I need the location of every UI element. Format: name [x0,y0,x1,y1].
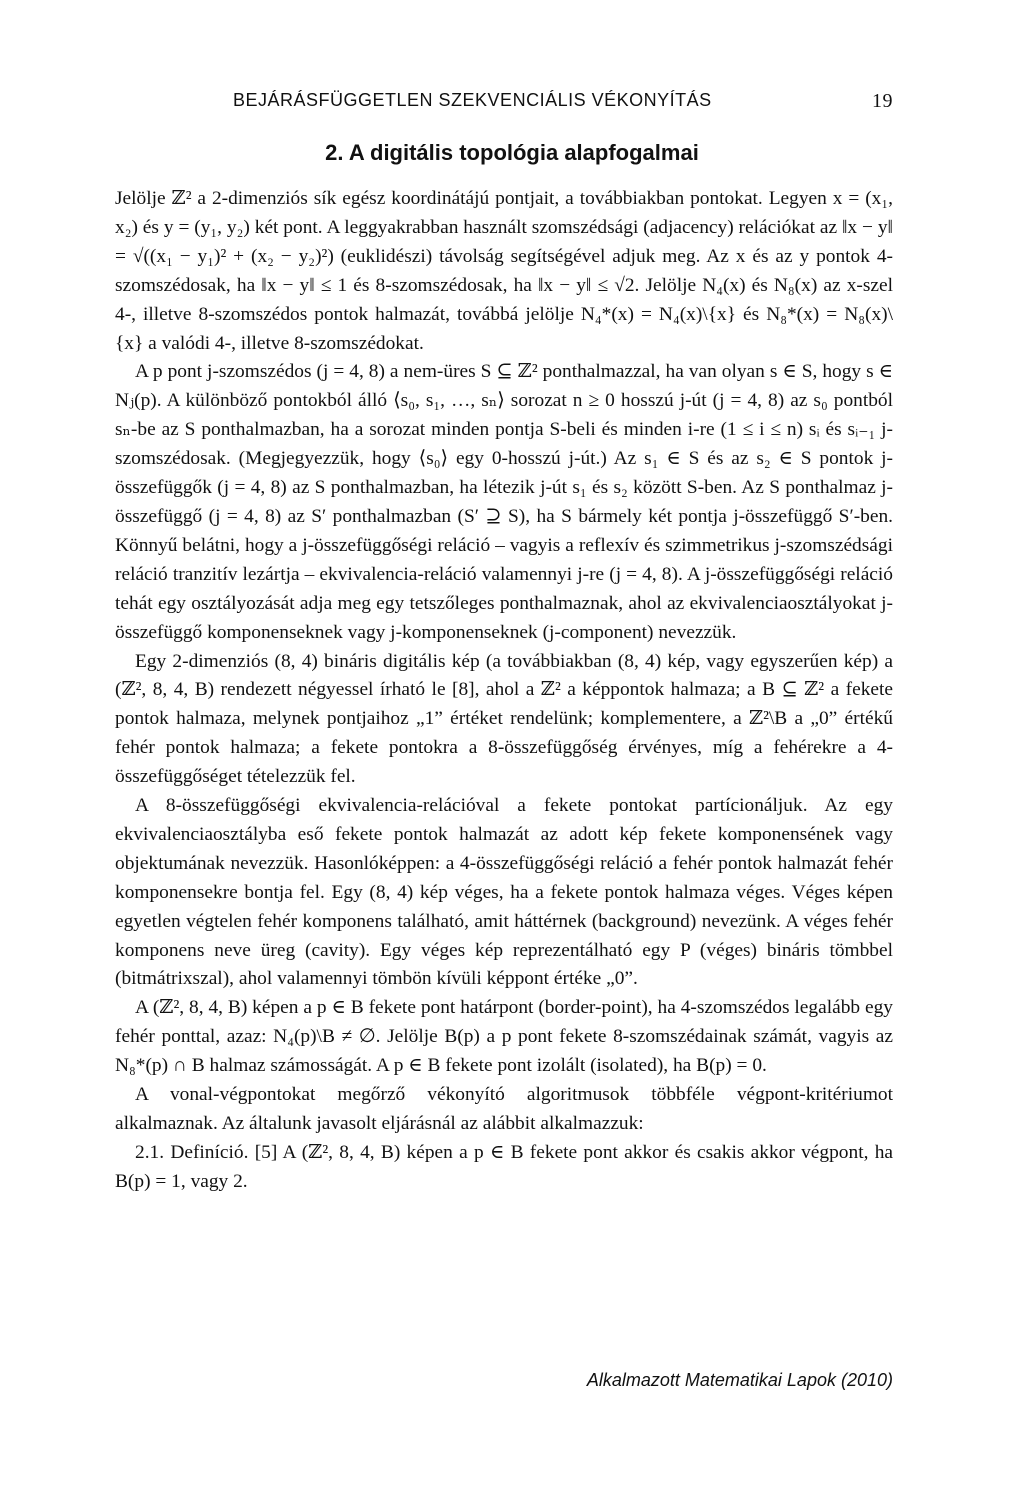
journal-footer: Alkalmazott Matematikai Lapok (2010) [586,1370,893,1390]
section-title: 2. A digitális topológia alapfogalmai [325,140,699,165]
definition-2-1: 2.1. Definíció. [5] A (ℤ², 8, 4, B) képen a p ∈ B fekete pont akkor és csakis akkor végpont, ha B(p) = 1, vagy 2. [115,1141,893,1192]
paragraph-3: Egy 2-dimenziós (8, 4) bináris digitális kép (a továbbiakban (8, 4) kép, vagy egyszerűen kép) a (ℤ², 8, 4, B) rendezett négyessel írható le [8], ahol a ℤ² a képpontok halmaza; a B ⊆ ℤ² a fekete pontok halmaza, melynek pontjaihoz „1” értéket rendelünk; komplementere, a ℤ²\B a „0” értékű fehér pontok halmaza; a fekete pontokra a 8-összefüggőség érvényes, míg a fehérekre a 4-összefüggőséget tételezzük fel. [115,650,893,788]
paragraph-5: A (ℤ², 8, 4, B) képen a p ∈ B fekete pont határpont (border-point), ha 4-szomszédos legalább egy fehér ponttal, azaz: N₄(p)\B ≠ ∅. Jelölje B(p) a p pont fekete 8-szomszédainak számát, vagyis az N₈*(p) ∩ B halmaz számosságát. A p ∈ B fekete pont izolált (isolated), ha B(p) = 0. [115,997,893,1077]
paragraph-1: Jelölje ℤ² a 2-dimenziós sík egész koordinátájú pontjait, a továbbiakban pontokat. Legyen x = (x₁, x₂) és y = (y₁, y₂) két pont. A leggyakrabban használt szomszédsági (adjacency) relációkat az ‖x − y‖ = √((x₁ − y₁)² + (x₂ − y₂)²) (euklidészi) távolság segítségével adjuk meg. Az x és az y pontok 4-szomszédosak, ha ‖x − y‖ ≤ 1 és 8-szomszédosak, ha ‖x − y‖ ≤ √2. Jelölje N₄(x) és N₈(x) az x-szel 4-, illetve 8-szomszédos pontok halmazát, továbbá jelölje N₄*(x) = N₄(x)\{x} és N₈*(x) = N₈(x)\{x} a valódi 4-, illetve 8-szomszédokat. [115,188,893,354]
page-number: 19 [872,90,893,112]
body-text [115,185,893,1197]
running-title: BEJÁRÁSFÜGGETLEN SZEKVENCIÁLIS VÉKONYÍTÁS [233,90,712,110]
paragraph-6: A vonal-végpontokat megőrző vékonyító algoritmusok többféle végpont-kritériumot alkalmaznak. Az általunk javasolt eljárásnál az alábbit alkalmazzuk: [115,1084,893,1134]
paragraph-4: A 8-összefüggőségi ekvivalencia-relációval a fekete pontokat partícionáljuk. Az egy ekvivalenciaosztályba eső fekete pontok halmazát az adott kép fekete komponensének vagy objektumának nevezzük. Hasonlóképpen: a 4-összefüggőségi reláció a fehér pontok halmazát fehér komponensekre bontja fel. Egy (8, 4) kép véges, ha a fekete pontok halmaza véges. Véges képen egyetlen végtelen fehér komponens található, amit háttérnek (background) nevezünk. A véges fehér komponens neve üreg (cavity). Egy véges kép reprezentálható egy P (véges) bináris tömbbel (bitmátrixszal), ahol valamennyi tömbön kívüli képpont értéke „0”. [115,795,893,990]
paragraph-2: A p pont j-szomszédos (j = 4, 8) a nem-üres S ⊆ ℤ² ponthalmazzal, ha van olyan s ∈ S, hogy s ∈ Nⱼ(p). A különböző pontokból álló ⟨s₀, s₁, …, sₙ⟩ sorozat n ≥ 0 hosszú j-út (j = 4, 8) az s₀ pontból sₙ-be az S ponthalmazban, ha a sorozat minden pontja S-beli és minden i-re (1 ≤ i ≤ n) sᵢ és sᵢ₋₁ j-szomszédosak. (Megjegyezzük, hogy ⟨s₀⟩ egy 0-hosszú j-út.) Az s₁ ∈ S és az s₂ ∈ S pontok j-összefüggők (j = 4, 8) az S ponthalmazban, ha létezik j-út s₁ és s₂ között S-ben. Az S ponthalmaz j-összefüggő (j = 4, 8) az S′ ponthalmazban (S′ ⊇ S), ha S bármely két pontja j-összefüggő S′-ben. Könnyű belátni, hogy a j-összefüggőségi reláció – vagyis a reflexív és szimmetrikus j-szomszédsági reláció tranzitív lezártja – ekvivalencia-reláció valamennyi j-re (j = 4, 8). A j-összefüggőségi reláció tehát egy osztályozását adja meg egy tetszőleges ponthalmaznak, ahol az ekvivalenciaosztályokat j-összefüggő komponenseknek vagy j-komponenseknek (j-component) nevezzük. [115,361,893,643]
